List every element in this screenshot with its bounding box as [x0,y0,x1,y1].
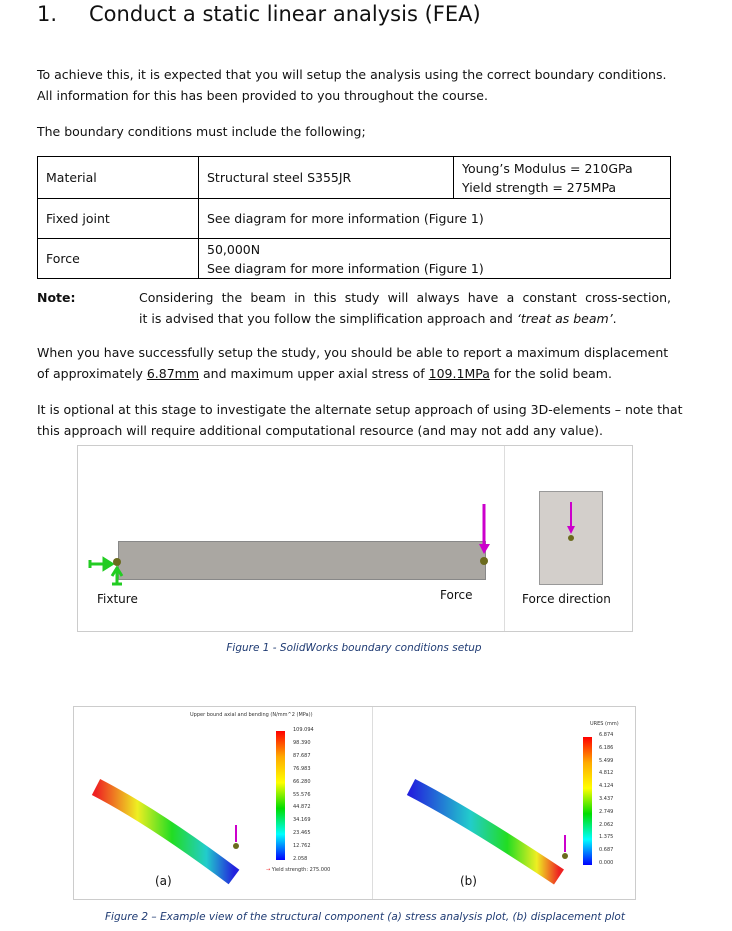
result-line: When you have successfully setup the study, you should be able to report a maximum displacement [37,345,669,360]
figure-1 [77,445,633,632]
note-text [139,287,671,329]
legend-value: 5.499 [599,757,614,764]
legend-value: 4.812 [599,770,614,777]
note-line [139,308,671,329]
yield-strength-marker: → Yield strength: 275.000 [266,867,331,873]
disp-colorbar [583,737,592,865]
legend-value: 76.983 [293,765,311,772]
note-line: Considering the beam in this study will always have a constant cross-section, [139,290,671,305]
subfigure-a-label: (a) [155,874,172,888]
displacement-plot-beam [399,767,579,887]
result-line [37,363,668,384]
cell-value [199,239,671,279]
legend-value: 55.576 [293,791,311,798]
divider [504,446,505,631]
figure-1-caption: Figure 1 - SolidWorks boundary conditions setup [226,642,482,654]
note-emphasis: ‘treat as beam’ [516,311,613,326]
legend-value: 12.762 [293,843,311,850]
youngs-modulus: Young’s Modulus = 210GPa [462,160,633,176]
force-note: See diagram for more information (Figure 1) [207,260,484,276]
section-heading [37,2,481,26]
subfigure-b-label: (b) [460,874,477,888]
legend-value: 1.375 [599,834,614,841]
optional-line: It is optional at this stage to investigate the alternate setup approach of using 3D-elements – note that [37,402,683,417]
stress-plot-beam [84,767,254,887]
max-stress: 109.1MPa [428,366,490,381]
force-value: 50,000N [207,241,261,257]
force-arrow-icon [231,825,241,851]
legend-value: 2.062 [599,821,614,828]
legend-value: 6.186 [599,744,614,751]
fixture-label: Fixture [97,592,138,606]
result-paragraph [37,342,668,384]
cell-value: Structural steel S355JR [199,157,454,199]
legend-value: 87.687 [293,752,311,759]
legend-value: 2.749 [599,808,614,815]
boundary-conditions-table [37,156,671,279]
intro-line: All information for this has been provided to you throughout the course. [37,88,488,103]
heading-title: Conduct a static linear analysis (FEA) [89,2,481,26]
table-row [38,199,671,239]
stress-colorbar [276,731,285,860]
result-text: for the solid beam. [489,366,612,381]
note-text-a: it is advised that you follow the simplification approach and [139,311,517,326]
optional-paragraph [37,399,683,441]
force-label: Force [440,588,473,602]
legend-value: 23.465 [293,830,311,837]
note-text-c: . [612,311,617,326]
force-direction-label: Force direction [522,592,611,606]
heading-number: 1. [37,2,58,26]
legend-value: 0.687 [599,847,614,854]
force-direction-view [539,491,603,585]
legend-value: 34.169 [293,817,311,824]
legend-value: 6.874 [599,732,614,738]
legend-value: 4.124 [599,783,614,790]
force-arrow-icon [560,835,570,861]
table-row [38,157,671,199]
legend-value: 109.094 [293,727,314,733]
legend-value: 66.280 [293,778,311,785]
stress-legend-title: Upper bound axial and bending (N/mm^2 (MPa)) [190,712,313,718]
legend-value: 44.872 [293,804,311,811]
cell-label: Fixed joint [38,199,199,239]
cell-label: Material [38,157,199,199]
force-direction-arrow-icon [540,492,602,584]
yield-label: Yield strength: 275.000 [271,867,331,873]
beam [118,541,486,580]
max-displacement: 6.87mm [146,366,200,381]
intro-paragraph [37,64,666,106]
figure-2-caption: Figure 2 – Example view of the structural component (a) stress analysis plot, (b) displacement plot [105,911,625,923]
yield-strength: Yield strength = 275MPa [462,179,617,195]
figure-2 [73,706,636,900]
legend-value: 2.058 [293,856,308,862]
bc-intro: The boundary conditions must include the following; [37,124,366,139]
divider [372,707,373,899]
force-arrow-icon [476,502,496,568]
legend-value: 98.390 [293,739,311,746]
optional-line: this approach will require additional computational resource (and may not add any value). [37,423,604,438]
legend-value: 0.000 [599,860,614,866]
cell-props [454,157,671,199]
fixture-icon [86,546,126,586]
cell-value: See diagram for more information (Figure 1) [199,199,671,239]
result-text: of approximately [37,366,147,381]
result-text: and maximum upper axial stress of [199,366,429,381]
cell-label: Force [38,239,199,279]
disp-legend-title: URES (mm) [590,721,619,727]
intro-line: To achieve this, it is expected that you will setup the analysis using the correct boundary conditions. [37,67,667,82]
table-row [38,239,671,279]
note-label: Note: [37,290,76,305]
legend-value: 3.437 [599,796,614,802]
